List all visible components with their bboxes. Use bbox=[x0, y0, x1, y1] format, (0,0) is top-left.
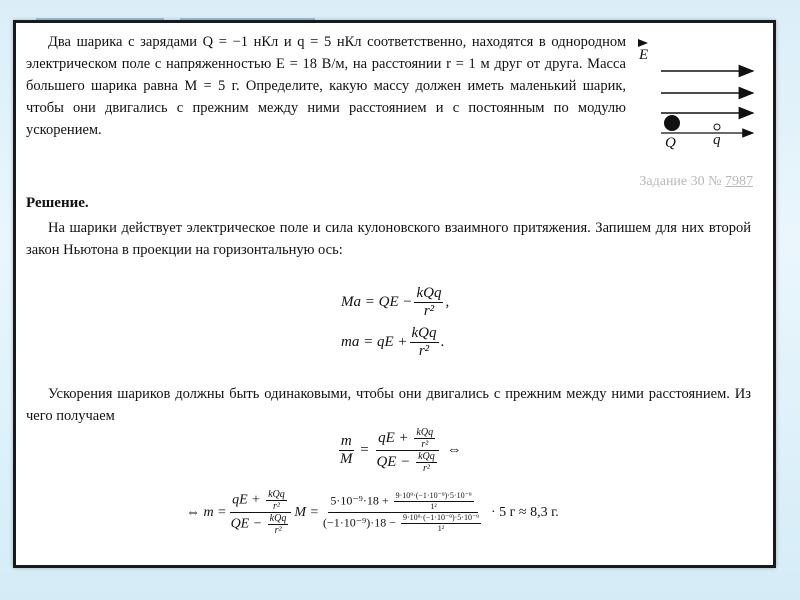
eq2-fraction bbox=[410, 325, 439, 360]
ratio-den-frac bbox=[416, 451, 437, 474]
numeric-den-frac-num: 9·10⁹·(−1·10⁻⁹)·5·10⁻⁹ bbox=[403, 513, 479, 522]
eq2-end: . bbox=[440, 334, 445, 350]
r2: r² bbox=[273, 501, 280, 512]
eq1-fraction bbox=[414, 285, 443, 320]
numeric-num-frac-num: 9·10⁹·(−1·10⁻⁹)·5·10⁻⁹ bbox=[395, 491, 472, 500]
small-charge bbox=[714, 124, 720, 130]
kqq: kQq bbox=[416, 427, 434, 438]
small-charge-label: q bbox=[713, 132, 721, 148]
numeric-den-text: (−1·10⁻⁹)·18 − bbox=[322, 515, 396, 530]
eq1-den: r² bbox=[423, 303, 435, 319]
big-charge bbox=[664, 115, 680, 131]
top-tab-bar bbox=[0, 0, 800, 22]
numeric-den-frac-den: 1² bbox=[437, 524, 445, 533]
solution-paragraph-2: Ускорения шариков должны быть одинаковыми, чтобы они двигались с прежним между ними расстоянием. Из чего получаем bbox=[26, 386, 751, 424]
numeric-num-frac bbox=[394, 491, 474, 512]
equation-final bbox=[186, 489, 559, 536]
ratio-num bbox=[376, 427, 439, 451]
eq1-num: kQq bbox=[416, 285, 442, 301]
big-charge-label: Q bbox=[665, 135, 676, 151]
final-M: M = bbox=[294, 504, 319, 520]
iff-symbol: ⇔ bbox=[446, 442, 462, 458]
kqq: kQq bbox=[268, 489, 285, 500]
final-num-text: qE + bbox=[232, 492, 261, 508]
final-den bbox=[229, 513, 293, 536]
problem-text: Два шарика с зарядами Q = −1 нКл и q = 5 нКл соответственно, находятся в однородном электрическом поле с напряженностью E = 18 В/м, на расстоянии r = 1 м друг от друга. Масса большего шарика равна M = 5 г. Определите, какую массу должен иметь маленький шарик, чтобы они двигались с прежним между ними расстоянием и с постоянным по модулю ускорением. bbox=[26, 34, 626, 138]
eq1-left: Ma = QE − bbox=[341, 294, 413, 310]
ratio-m: m bbox=[340, 433, 352, 449]
field-diagram bbox=[631, 27, 761, 157]
task-number-link[interactable]: 7987 bbox=[725, 174, 753, 189]
eq1-end: , bbox=[445, 294, 450, 310]
eq2-den: r² bbox=[418, 343, 430, 359]
equation-newton-big bbox=[341, 285, 449, 320]
r2: r² bbox=[422, 463, 430, 474]
solution-paragraph-1: На шарики действует электрическое поле и сила кулоновского взаимного притяжения. Запишем для них второй закон Ньютона в проекции на горизонтальную ось: bbox=[26, 220, 751, 258]
equation-ratio: $\frac{m}{M}$ = qE + $\frac{\text{kQq}}{\text{r²}}$ QE − $\frac{\text{kQq}}{\text{r²}}$ ⇔ bbox=[340, 427, 462, 474]
solution-title: Решение. bbox=[26, 195, 89, 211]
ratio-rhs bbox=[374, 427, 440, 474]
final-result: · 5 г ≈ 8,3 г. bbox=[490, 504, 559, 520]
field-label: E bbox=[639, 47, 649, 63]
numeric-den bbox=[321, 513, 485, 534]
ratio-m-over-M bbox=[338, 433, 355, 468]
final-fraction bbox=[229, 489, 293, 536]
eq2-left: ma = qE + bbox=[341, 334, 408, 350]
task-reference bbox=[639, 174, 753, 190]
kqq: kQq bbox=[418, 451, 435, 462]
task-ref-prefix: Задание 30 № bbox=[639, 174, 722, 189]
final-prefix: ⇔ m = bbox=[186, 504, 227, 520]
final-num-frac bbox=[266, 489, 287, 512]
equation-newton-small bbox=[341, 325, 444, 360]
numeric-num-text: 5·10⁻⁹·18 + bbox=[330, 493, 389, 508]
ratio-num-frac bbox=[414, 427, 435, 450]
ratio-den-text: QE − bbox=[376, 453, 411, 470]
ratio-M: M bbox=[340, 451, 353, 467]
ratio-den bbox=[374, 451, 440, 474]
slide-frame bbox=[13, 20, 776, 568]
kqq: kQq bbox=[269, 513, 287, 524]
numeric-num bbox=[328, 491, 477, 513]
final-num bbox=[230, 489, 291, 513]
r2: r² bbox=[421, 439, 429, 450]
final-den-frac bbox=[268, 513, 289, 536]
eq2-num: kQq bbox=[411, 325, 437, 341]
numeric-fraction bbox=[321, 491, 485, 534]
numeric-den-frac bbox=[401, 513, 481, 534]
field-figure bbox=[631, 27, 761, 157]
numeric-num-frac-den: 1² bbox=[430, 502, 437, 511]
r2: r² bbox=[274, 525, 282, 536]
final-den-text: QE − bbox=[230, 516, 263, 532]
ratio-num-text: qE + bbox=[378, 429, 409, 446]
